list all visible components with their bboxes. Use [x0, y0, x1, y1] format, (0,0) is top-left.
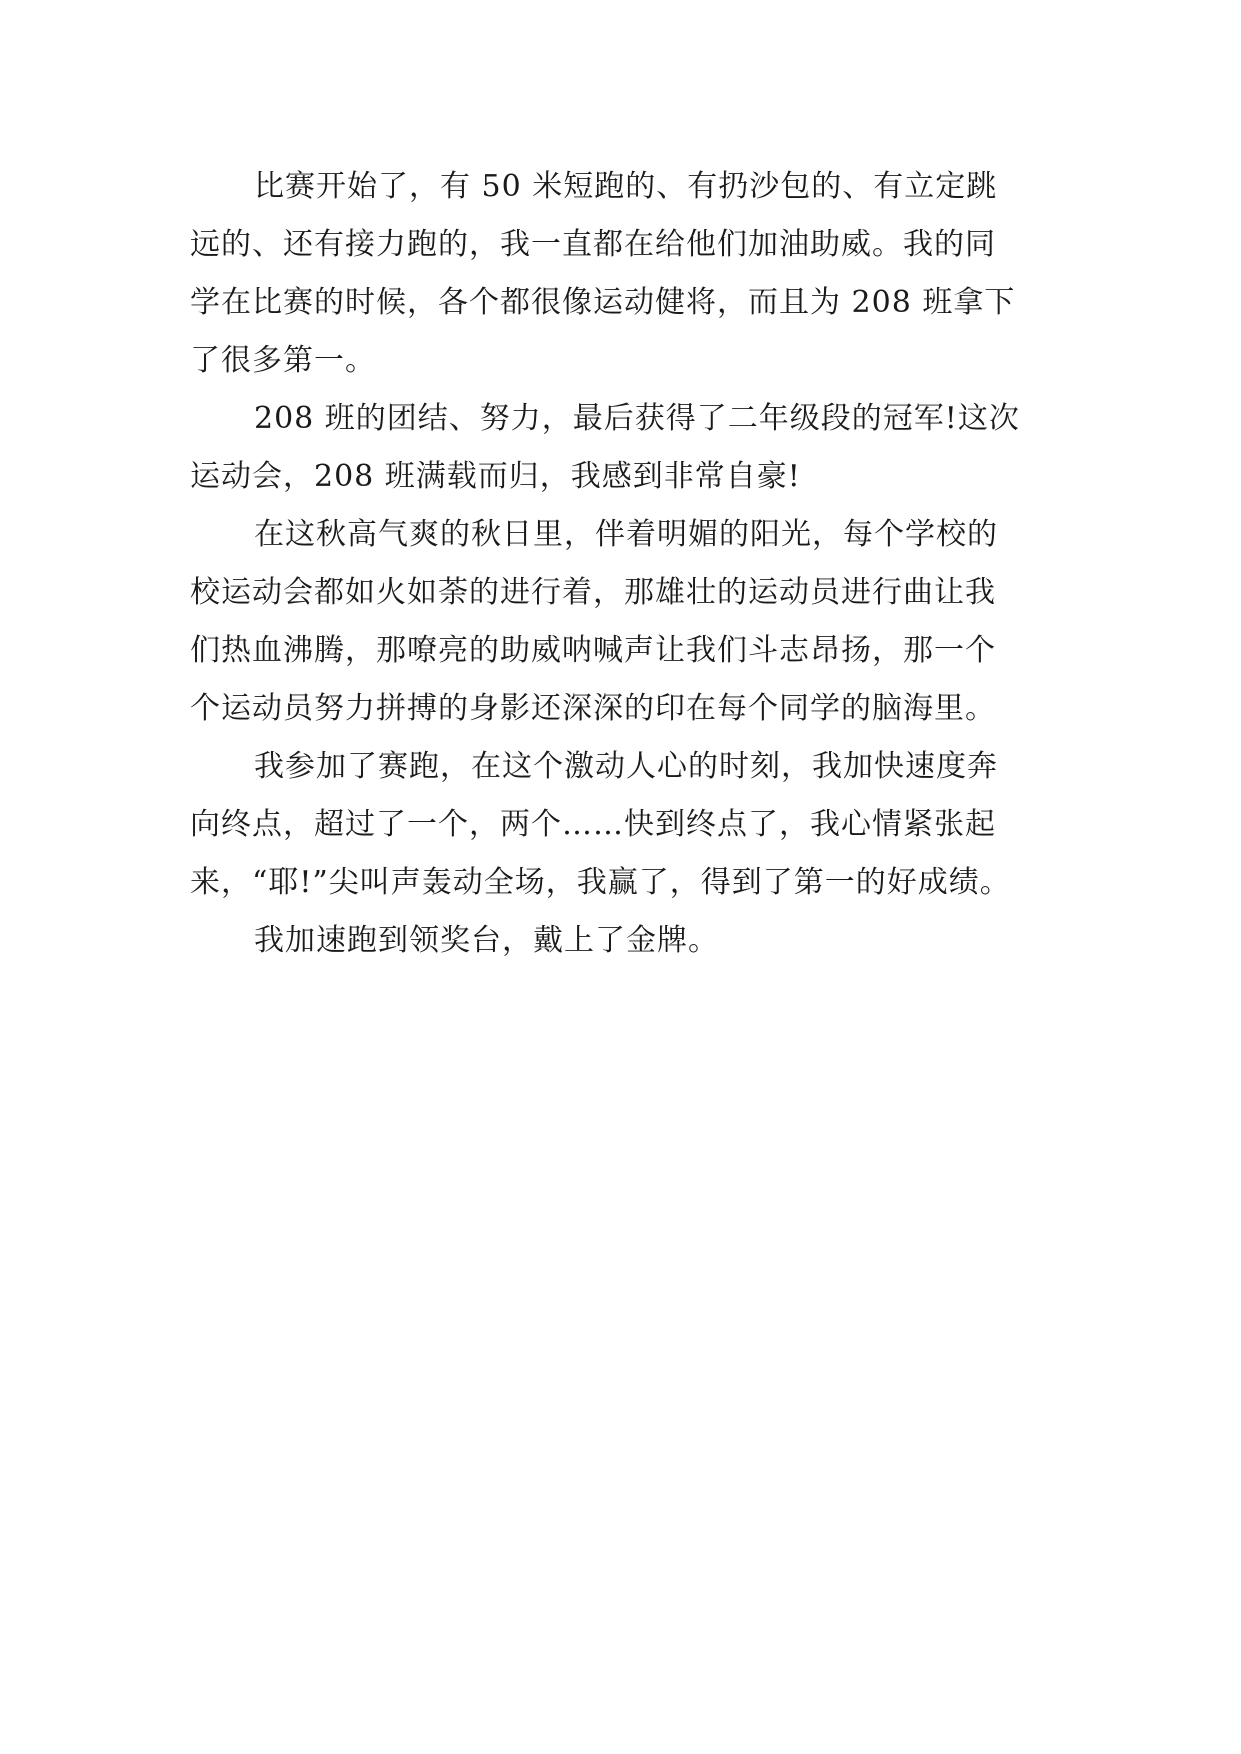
text-line: 向终点，超过了一个，两个……快到终点了，我心情紧张起 [190, 807, 996, 842]
text-line: 个运动员努力拼搏的身影还深深的印在每个同学的脑海里。 [190, 691, 996, 726]
text-line: 远的、还有接力跑的，我一直都在给他们加油助威。我的同 [190, 227, 996, 262]
text-line: 比赛开始了，有 50 米短跑的、有扔沙包的、有立定跳 [254, 169, 998, 204]
text-line: 在这秋高气爽的秋日里，伴着明媚的阳光，每个学校的 [254, 517, 998, 552]
body-text [190, 158, 1070, 970]
text-line: 学在比赛的时候，各个都很像运动健将，而且为 208 班拿下 [190, 285, 1016, 320]
text-line: 运动会，208 班满载而归，我感到非常自豪! [190, 459, 801, 494]
text-line: 我加速跑到领奖台，戴上了金牌。 [254, 923, 719, 958]
text-line: 来，“耶!”尖叫声轰动全场，我赢了，得到了第一的好成绩。 [190, 865, 1011, 900]
text-line: 208 班的团结、努力，最后获得了二年级段的冠军!这次 [254, 401, 1020, 436]
text-line: 我参加了赛跑，在这个激动人心的时刻，我加快速度奔 [254, 749, 998, 784]
text-line: 了很多第一。 [190, 343, 376, 378]
text-line: 校运动会都如火如荼的进行着，那雄壮的运动员进行曲让我 [190, 575, 996, 610]
text-line: 们热血沸腾，那嘹亮的助威呐喊声让我们斗志昂扬，那一个 [190, 633, 996, 668]
